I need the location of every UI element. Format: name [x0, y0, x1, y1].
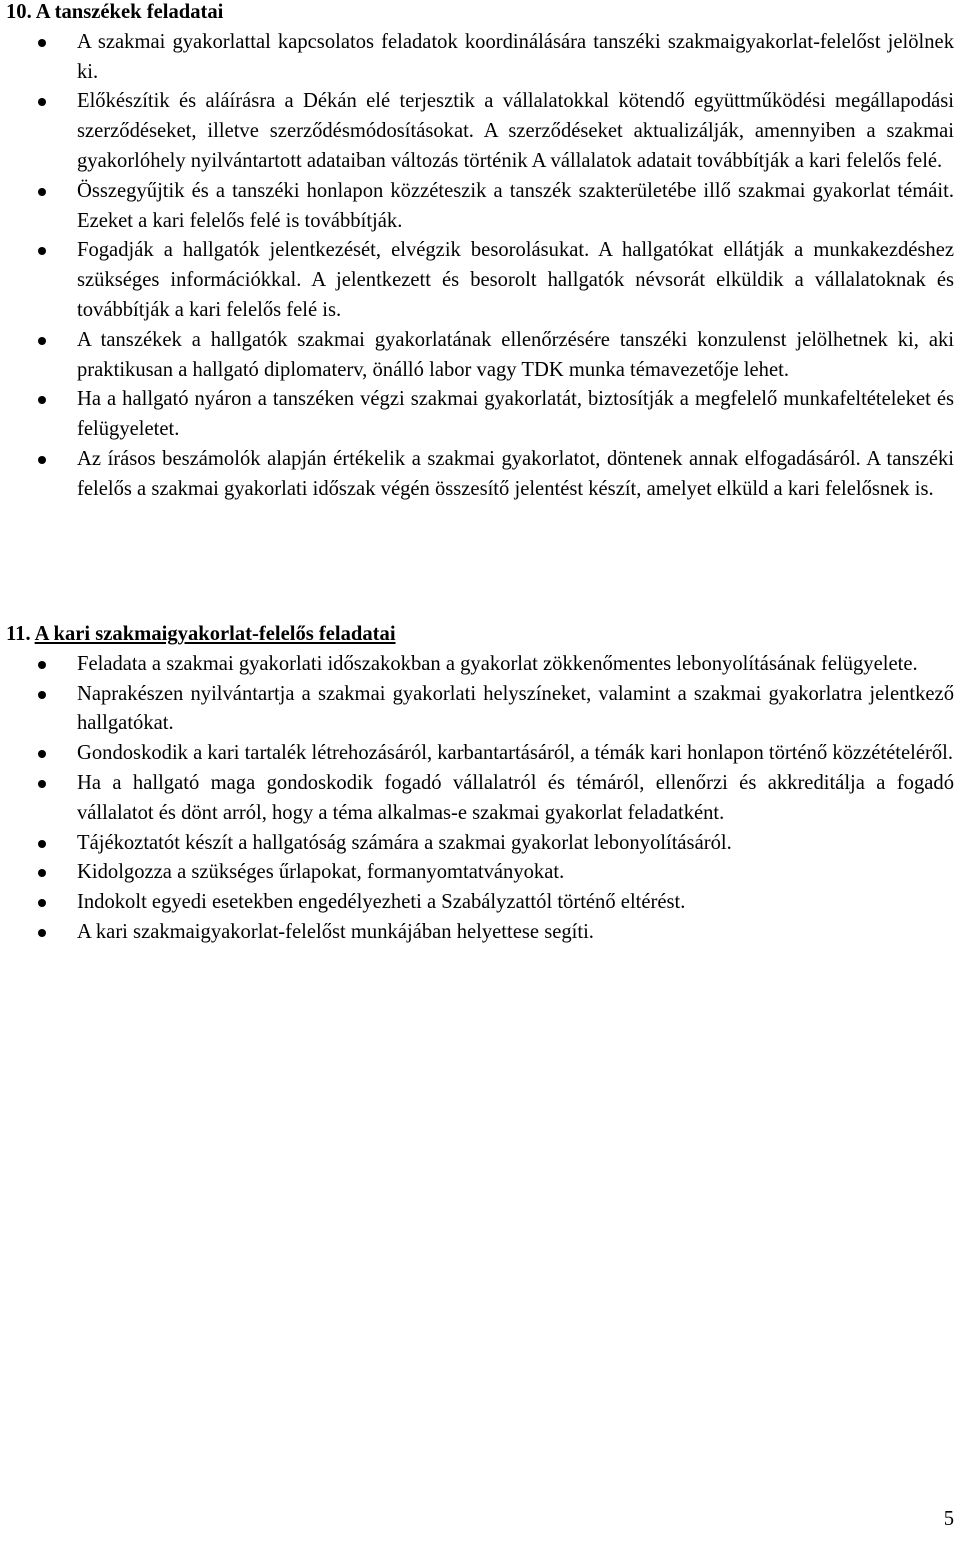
list-item: [0, 769, 960, 829]
bullet-list: [0, 28, 960, 505]
bullet-list: [0, 650, 960, 948]
bullet-icon: [38, 247, 46, 255]
section-11: [0, 620, 960, 948]
list-item-text: Fogadják a hallgatók jelentkezését, elvégzik besorolásukat. A hallgatókat ellátják a munkakezdéshez szükséges információkkal. A jelentkezett és besorolt hallgatók névsorát elküldik a vállalatoknak és továbbítják a kari felelős felé is.: [77, 239, 954, 321]
list-item-text: Előkészítik és aláírásra a Dékán elé terjesztik a vállalatokkal kötendő együttműködési megállapodási szerződéseket, illetve szerződésmódosításokat. A szerződéseket aktualizálják, amennyiben a szakmai gyakorlóhely nyilvántartott adataiban változás történik A vállalatok adatait továbbítják a kari felelős felé.: [77, 90, 954, 172]
list-item-text: Naprakészen nyilvántartja a szakmai gyakorlati helyszíneket, valamint a szakmai gyakorlatra jelentkező hallgatókat.: [77, 682, 954, 735]
list-item-text: A tanszékek a hallgatók szakmai gyakorlatának ellenőrzésére tanszéki konzulenst jelölhetnek ki, aki praktikusan a hallgató diplomaterv, önálló labor vagy TDK munka témavezetője lehet.: [77, 328, 954, 381]
section-title: A tanszékek feladatai: [35, 1, 224, 23]
list-item: [0, 87, 960, 176]
bullet-icon: [38, 98, 46, 106]
bullet-icon: [38, 780, 46, 788]
list-item-text: Ha a hallgató maga gondoskodik fogadó vállalatról és témáról, ellenőrzi és akkreditálja a fogadó vállalatot és dönt arról, hogy a téma alkalmas-e szakmai gyakorlat feladatként.: [77, 771, 954, 824]
section-heading: [0, 620, 960, 650]
list-item-text: Feladata a szakmai gyakorlati időszakokban a gyakorlat zökkenőmentes lebonyolításának felügyelete.: [77, 652, 918, 675]
page-number: 5: [943, 1508, 954, 1530]
list-item: [0, 326, 960, 386]
section-10: [0, 0, 960, 505]
bullet-icon: [38, 396, 46, 404]
bullet-icon: [38, 899, 46, 907]
section-heading: [0, 0, 960, 28]
bullet-icon: [38, 456, 46, 464]
list-item: [0, 829, 960, 859]
list-item: [0, 918, 960, 948]
list-item-text: Ha a hallgató nyáron a tanszéken végzi szakmai gyakorlatát, biztosítják a megfelelő munkafeltételeket és felügyeletet.: [77, 388, 954, 441]
bullet-icon: [38, 691, 46, 699]
list-item: [0, 680, 960, 740]
bullet-icon: [38, 929, 46, 937]
list-item: [0, 739, 960, 769]
list-item-text: Kidolgozza a szükséges űrlapokat, formanyomtatványokat.: [77, 861, 565, 884]
list-item-text: Gondoskodik a kari tartalék létrehozásáról, karbantartásáról, a témák kari honlapon történő közzétételéről.: [77, 742, 954, 765]
bullet-icon: [38, 869, 46, 877]
list-item-text: Összegyűjtik és a tanszéki honlapon közzéteszik a tanszék szakterületébe illő szakmai gyakorlat témáit. Ezeket a kari felelős felé is továbbítják.: [77, 179, 954, 232]
section-number: 10.: [6, 1, 32, 23]
list-item-text: Tájékoztatót készít a hallgatóság számára a szakmai gyakorlat lebonyolításáról.: [77, 831, 732, 854]
list-item: [0, 888, 960, 918]
list-item-text: Indokolt egyedi esetekben engedélyezheti a Szabályzattól történő eltérést.: [77, 891, 686, 914]
list-item: [0, 236, 960, 325]
section-number: 11.: [6, 623, 31, 645]
bullet-icon: [38, 840, 46, 848]
section-title: A kari szakmaigyakorlat-felelős feladatai: [34, 623, 396, 645]
list-item: [0, 858, 960, 888]
list-item: [0, 650, 960, 680]
list-item: [0, 28, 960, 88]
bullet-icon: [38, 661, 46, 669]
list-item: [0, 177, 960, 237]
bullet-icon: [38, 337, 46, 345]
bullet-icon: [38, 750, 46, 758]
bullet-icon: [38, 188, 46, 196]
list-item: [0, 445, 960, 505]
list-item-text: Az írásos beszámolók alapján értékelik a szakmai gyakorlatot, döntenek annak elfogadásáról. A tanszéki felelős a szakmai gyakorlati időszak végén összesítő jelentést készít, amelyet elküld a kari felelősnek is.: [77, 447, 954, 500]
list-item: [0, 385, 960, 445]
list-item-text: A kari szakmaigyakorlat-felelőst munkájában helyettese segíti.: [77, 920, 594, 943]
bullet-icon: [38, 39, 46, 47]
list-item-text: A szakmai gyakorlattal kapcsolatos feladatok koordinálására tanszéki szakmaigyakorlat-felelőst jelölnek ki.: [77, 30, 954, 83]
